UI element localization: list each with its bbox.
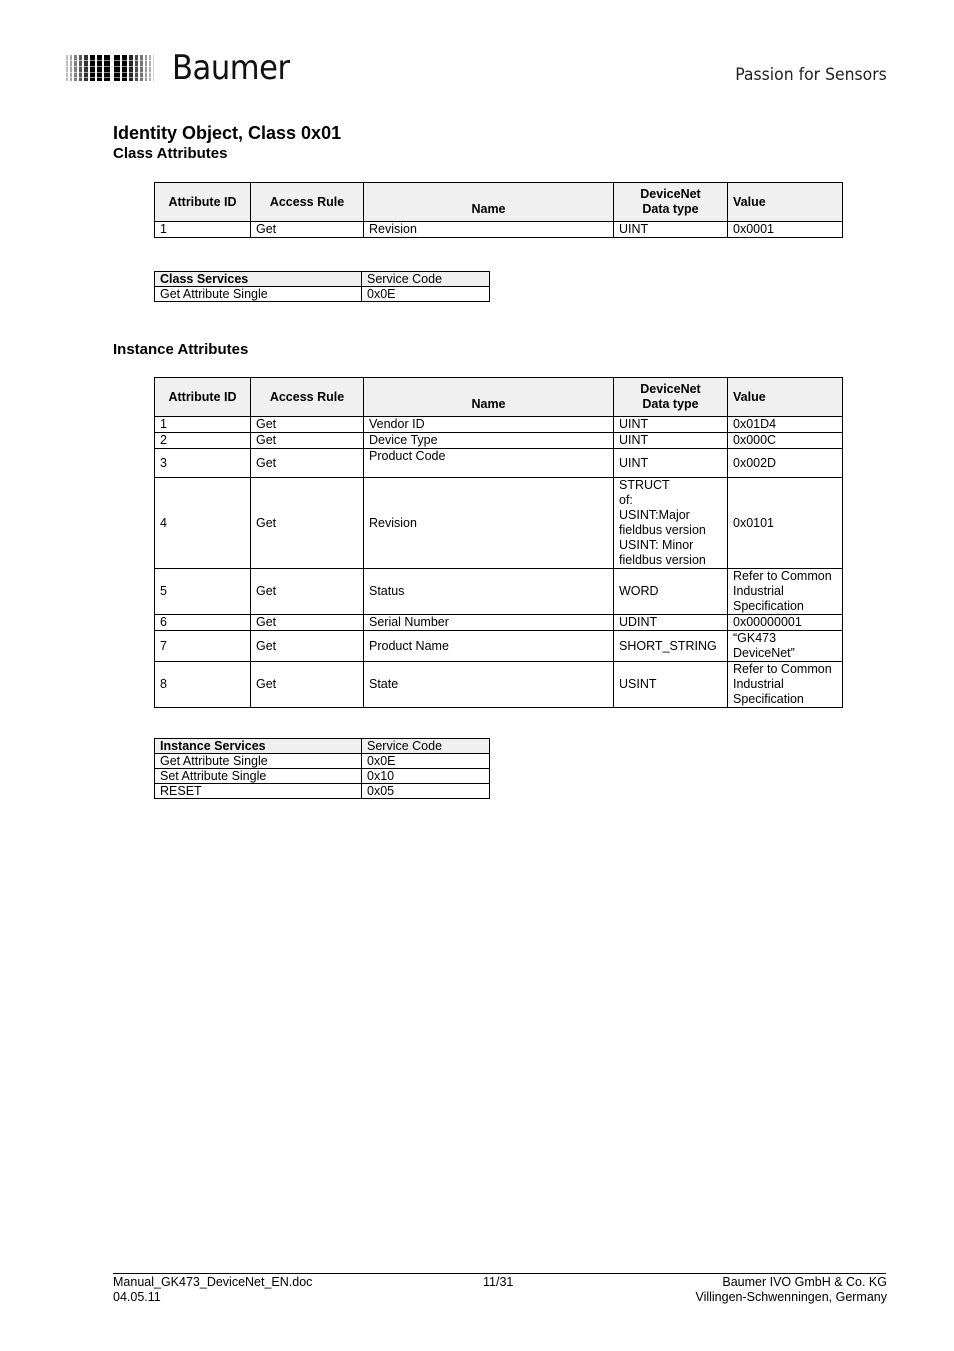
cell-value	[728, 631, 843, 662]
value-line: Industrial	[733, 584, 784, 598]
footer-divider	[113, 1273, 886, 1274]
cell-name: Product Code	[364, 449, 614, 478]
cell-name: State	[364, 662, 614, 708]
cell-access-rule: Get	[251, 662, 364, 708]
table-row	[155, 615, 843, 631]
cell-data-type: SHORT_STRING	[614, 631, 728, 662]
cell-name: Revision	[364, 222, 614, 238]
data-type-line: fieldbus version	[619, 523, 706, 537]
table-row	[155, 784, 490, 799]
table-row	[155, 769, 490, 784]
table-row	[155, 754, 490, 769]
table-row	[155, 449, 843, 478]
cell-value: 0x0101	[728, 478, 843, 569]
column-header-name: Name	[364, 183, 614, 222]
cell-data-type: UINT	[614, 449, 728, 478]
cell-value: 0x000C	[728, 433, 843, 449]
column-header-service-code: Service Code	[362, 739, 490, 754]
cell-service-code: 0x10	[362, 769, 490, 784]
column-header-data-type-line1: DeviceNet	[640, 187, 701, 201]
data-type-line: STRUCT	[619, 478, 670, 492]
table-header-row	[155, 378, 843, 417]
cell-service-code: 0x0E	[362, 754, 490, 769]
cell-access-rule: Get	[251, 569, 364, 615]
table-row	[155, 631, 843, 662]
instance-services-table	[154, 738, 490, 799]
footer-date: 04.05.11	[113, 1290, 161, 1304]
data-type-line: USINT: Minor	[619, 538, 694, 552]
cell-data-type	[614, 478, 728, 569]
cell-attribute-id: 1	[155, 222, 251, 238]
value-line: Refer to Common	[733, 569, 832, 583]
cell-name: Product Name	[364, 631, 614, 662]
value-line: Industrial	[733, 677, 784, 691]
cell-attribute-id: 6	[155, 615, 251, 631]
cell-name: Serial Number	[364, 615, 614, 631]
cell-attribute-id: 3	[155, 449, 251, 478]
column-header-data-type-line1: DeviceNet	[640, 382, 701, 396]
cell-access-rule: Get	[251, 449, 364, 478]
footer-location: Villingen-Schwenningen, Germany	[695, 1290, 887, 1304]
table-header-row	[155, 272, 490, 287]
cell-value: 0x0001	[728, 222, 843, 238]
table-header-row	[155, 739, 490, 754]
cell-access-rule: Get	[251, 433, 364, 449]
column-header-data-type-line2: Data type	[642, 202, 699, 216]
data-type-line: USINT:Major	[619, 508, 690, 522]
column-header-service-code: Service Code	[362, 272, 490, 287]
column-header-value: Value	[728, 183, 843, 222]
value-line: “GK473	[733, 631, 777, 645]
data-type-line: of:	[619, 493, 633, 507]
baumer-logo-mark-icon	[66, 52, 166, 84]
value-line: Refer to Common	[733, 662, 832, 676]
cell-service-name: RESET	[155, 784, 362, 799]
cell-access-rule: Get	[251, 631, 364, 662]
table-row	[155, 478, 843, 569]
cell-value	[728, 569, 843, 615]
table-row	[155, 417, 843, 433]
cell-attribute-id: 2	[155, 433, 251, 449]
class-attributes-heading: Class Attributes	[113, 145, 228, 162]
column-header-data-type-line2: Data type	[642, 397, 699, 411]
column-header-access-rule: Access Rule	[251, 378, 364, 417]
column-header-value: Value	[728, 378, 843, 417]
cell-value	[728, 662, 843, 708]
data-type-line: fieldbus version	[619, 553, 706, 567]
table-row	[155, 222, 843, 238]
instance-attributes-heading: Instance Attributes	[113, 341, 249, 358]
cell-name: Device Type	[364, 433, 614, 449]
class-attributes-table	[154, 182, 843, 238]
column-header-attribute-id: Attribute ID	[155, 378, 251, 417]
cell-value: 0x01D4	[728, 417, 843, 433]
cell-service-code: 0x0E	[362, 287, 490, 302]
cell-attribute-id: 8	[155, 662, 251, 708]
table-row	[155, 433, 843, 449]
table-header-row	[155, 183, 843, 222]
cell-data-type: UINT	[614, 433, 728, 449]
cell-attribute-id: 7	[155, 631, 251, 662]
cell-attribute-id: 1	[155, 417, 251, 433]
instance-attributes-table	[154, 377, 843, 708]
footer-page-number: 11/31	[483, 1275, 514, 1289]
cell-service-name: Get Attribute Single	[155, 287, 362, 302]
cell-attribute-id: 5	[155, 569, 251, 615]
cell-data-type: WORD	[614, 569, 728, 615]
value-line: Specification	[733, 692, 804, 706]
column-header-services: Instance Services	[155, 739, 362, 754]
column-header-services: Class Services	[155, 272, 362, 287]
brand-name: Baumer	[172, 48, 290, 88]
tagline: Passion for Sensors	[735, 65, 887, 85]
cell-service-name: Get Attribute Single	[155, 754, 362, 769]
page-title: Identity Object, Class 0x01	[113, 123, 342, 143]
column-header-data-type	[614, 378, 728, 417]
cell-access-rule: Get	[251, 478, 364, 569]
cell-access-rule: Get	[251, 615, 364, 631]
cell-name: Vendor ID	[364, 417, 614, 433]
value-line: Specification	[733, 599, 804, 613]
column-header-attribute-id: Attribute ID	[155, 183, 251, 222]
class-services-table	[154, 271, 490, 302]
cell-service-name: Set Attribute Single	[155, 769, 362, 784]
cell-access-rule: Get	[251, 222, 364, 238]
cell-name: Status	[364, 569, 614, 615]
column-header-name: Name	[364, 378, 614, 417]
cell-value: 0x002D	[728, 449, 843, 478]
footer-company: Baumer IVO GmbH & Co. KG	[722, 1275, 887, 1289]
table-row	[155, 662, 843, 708]
cell-access-rule: Get	[251, 417, 364, 433]
value-line: DeviceNet”	[733, 646, 795, 660]
cell-data-type: UINT	[614, 417, 728, 433]
cell-data-type: UINT	[614, 222, 728, 238]
cell-attribute-id: 4	[155, 478, 251, 569]
footer-filename: Manual_GK473_DeviceNet_EN.doc	[113, 1275, 313, 1289]
cell-value: 0x00000001	[728, 615, 843, 631]
cell-data-type: UDINT	[614, 615, 728, 631]
cell-name: Revision	[364, 478, 614, 569]
column-header-access-rule: Access Rule	[251, 183, 364, 222]
table-row	[155, 569, 843, 615]
cell-data-type: USINT	[614, 662, 728, 708]
column-header-data-type	[614, 183, 728, 222]
cell-service-code: 0x05	[362, 784, 490, 799]
table-row	[155, 287, 490, 302]
